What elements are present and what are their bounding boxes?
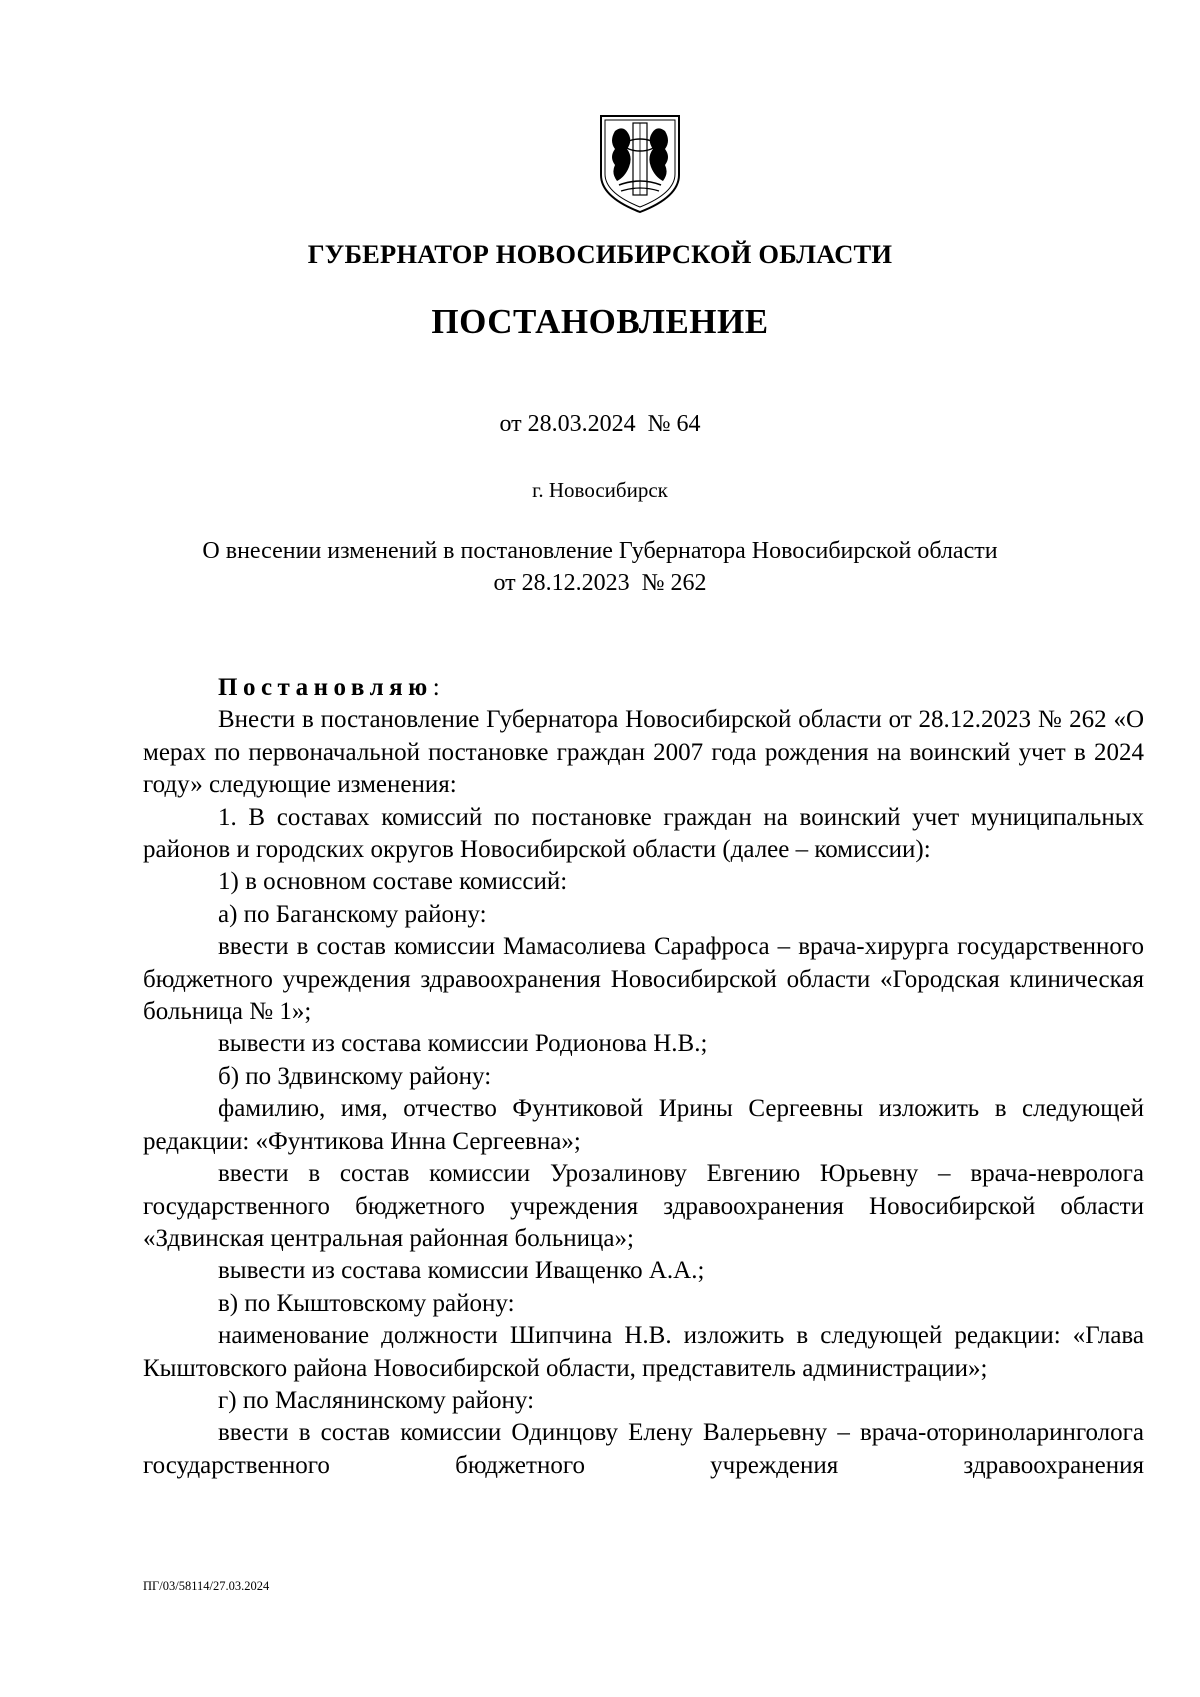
body-paragraph: б) по Здвинскому району: xyxy=(218,1062,492,1090)
subject-line: от 28.12.2023 № 262 xyxy=(493,570,707,596)
document-subject xyxy=(0,535,1200,599)
body-paragraph: фамилию, имя, отчество Фунтиковой Ирины Сергеевны изложить в следующей редакции: «Фунтикова Инна Сергеевна»; xyxy=(143,1095,1144,1155)
body-paragraph: в) по Кыштовскому району: xyxy=(218,1289,515,1317)
body-paragraph: ввести в состав комиссии Мамасолиева Сарафроса – врача-хирурга государственного бюджетного учреждения здравоохранения Новосибирской области «Городская клиническая больница № 1»; xyxy=(143,933,1144,1026)
document-city: г. Новосибирск xyxy=(532,478,668,502)
decree-word: Постановляю xyxy=(218,674,433,701)
decree-colon: : xyxy=(432,674,440,701)
coat-of-arms-emblem-icon xyxy=(597,113,683,214)
body-paragraph: наименование должности Шипчина Н.В. изложить в следующей редакции: «Глава Кыштовского района Новосибирской области, представитель администрации»; xyxy=(143,1322,1144,1382)
body-paragraph: 1. В составах комиссий по постановке граждан на воинский учет муниципальных районов и городских округов Новосибирской области (далее – комиссии): xyxy=(143,803,1144,864)
document-type-heading: ПОСТАНОВЛЕНИЕ xyxy=(431,302,769,341)
body-paragraph: ввести в состав комиссии Одинцову Елену Валерьевну – врача-оториноларинголога государственного бюджетного учреждения здравоохранения xyxy=(143,1419,1144,1479)
body-paragraph: а) по Баганскому району: xyxy=(218,900,487,928)
subject-line: О внесении изменений в постановление Губернатора Новосибирской области xyxy=(202,538,998,564)
decree-heading xyxy=(143,672,1144,704)
body-paragraph: г) по Маслянинскому району: xyxy=(218,1386,535,1414)
body-paragraph: ввести в состав комиссии Урозалинову Евгению Юрьевну – врача-невролога государственного бюджетного учреждения здравоохранения Новосибирской области «Здвинская центральная районная больница»; xyxy=(143,1160,1144,1252)
body-paragraph: Внести в постановление Губернатора Новосибирской области от 28.12.2023 № 262 «О мерах по первоначальной постановке граждан 2007 года рождения на воинский учет в 2024 году» следующие изменения: xyxy=(143,706,1144,799)
document-registration-code: ПГ/03/58114/27.03.2024 xyxy=(143,1579,270,1593)
document-body xyxy=(143,674,1144,1482)
body-paragraph: 1) в основном составе комиссий: xyxy=(218,868,568,896)
body-paragraph: вывести из состава комиссии Родионова Н.В.; xyxy=(218,1030,708,1058)
document-date-number: от 28.03.2024 № 64 xyxy=(499,411,701,437)
issuing-authority-heading: ГУБЕРНАТОР НОВОСИБИРСКОЙ ОБЛАСТИ xyxy=(307,239,893,269)
body-paragraph: вывести из состава комиссии Иващенко А.А.; xyxy=(218,1257,705,1285)
